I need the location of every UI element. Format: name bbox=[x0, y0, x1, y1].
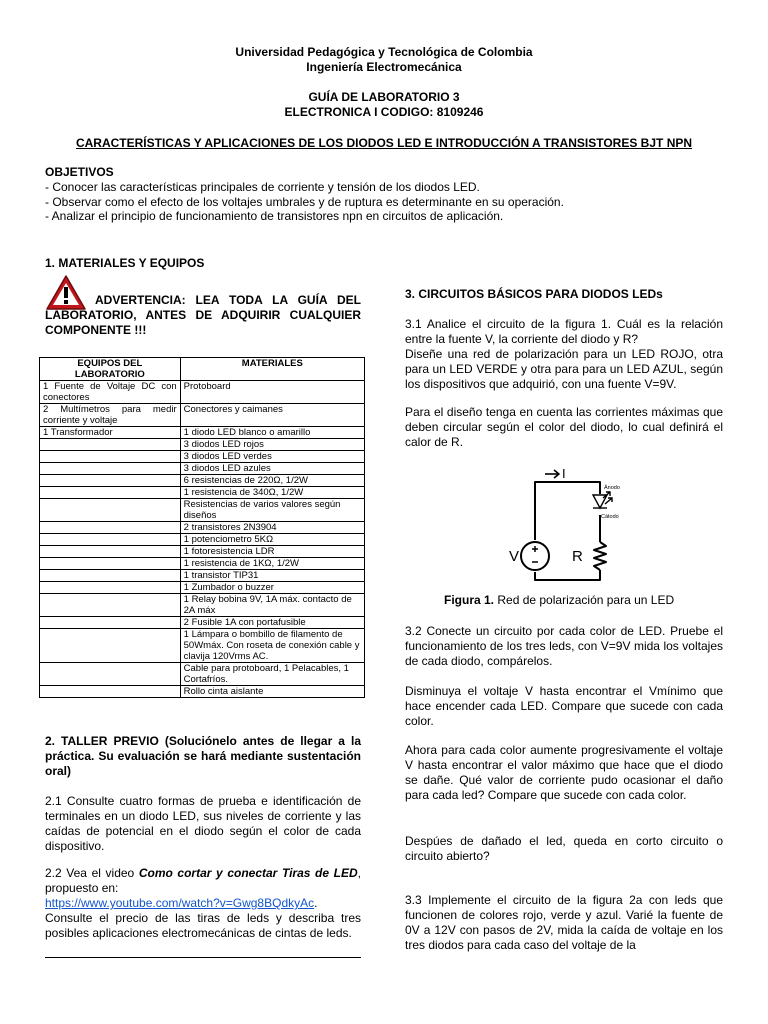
current-label: I bbox=[562, 466, 566, 481]
material-cell: Conectores y caimanes bbox=[180, 404, 364, 427]
divider bbox=[45, 957, 361, 958]
objective-item: - Analizar el principio de funcionamiento de transistores npn en circuitos de aplicación. bbox=[45, 209, 504, 223]
paragraph-3-2-damage: Despúes de dañado el led, queda en corto circuito o circuito abierto? bbox=[405, 834, 723, 863]
table-row bbox=[40, 381, 365, 404]
table-row bbox=[40, 427, 365, 439]
video-link[interactable]: https://www.youtube.com/watch?v=Gwg8BQdkyAc bbox=[45, 896, 315, 910]
material-cell: 3 diodos LED azules bbox=[180, 463, 364, 475]
table-header: MATERIALES bbox=[180, 358, 364, 381]
taller-heading: 2. TALLER PREVIO (Soluciónelo antes de llegar a la práctica. Su evaluación se hará mediante sustentación oral) bbox=[45, 734, 361, 778]
circuit-wire bbox=[535, 570, 600, 580]
equipment-cell bbox=[40, 546, 181, 558]
taller-paragraph-2-2-rest: Consulte el precio de las tiras de leds y describa tres posibles aplicaciones electromecánicas de cintas de leds. bbox=[45, 911, 361, 940]
table-row bbox=[40, 451, 365, 463]
paragraph-3-1: 3.1 Analice el circuito de la figura 1. Cuál es la relación entre la fuente V, la corriente del diodo y R? bbox=[405, 317, 723, 346]
paragraph-3-3: 3.3 Implemente el circuito de la figura 2a con leds que funcionen de colores rojo, verde y azul. Varié la fuente de 0V a 12V con pasos de 2V, mida la caída de voltaje en los tres diodos para cada caso del voltaje de la bbox=[405, 893, 723, 952]
objectives-heading: OBJETIVOS bbox=[45, 165, 114, 179]
table-row bbox=[40, 439, 365, 451]
text-span: 2.2 Vea el video bbox=[45, 866, 139, 880]
material-cell: 3 diodos LED rojos bbox=[180, 439, 364, 451]
material-cell: 1 resistencia de 1KΩ, 1/2W bbox=[180, 558, 364, 570]
equipment-cell: 1 Fuente de Voltaje DC con conectores bbox=[40, 381, 181, 404]
material-cell: 1 transistor TIP31 bbox=[180, 570, 364, 582]
material-cell: Cable para protoboard, 1 Pelacables, 1 Cortafríos. bbox=[180, 663, 364, 686]
circuit-wire bbox=[535, 482, 600, 540]
material-cell: 2 Fusible 1A con portafusible bbox=[180, 617, 364, 629]
equipment-cell bbox=[40, 475, 181, 487]
table-row bbox=[40, 475, 365, 487]
table-row bbox=[40, 582, 365, 594]
table-row bbox=[40, 594, 365, 617]
guide-title: GUÍA DE LABORATORIO 3 bbox=[308, 90, 460, 104]
paragraph-3-2: 3.2 Conecte un circuito por cada color de LED. Pruebe el funcionamiento de los tres leds, con V=9V mida los voltajes de cada diodo, compárelos. bbox=[405, 624, 723, 668]
text-span: . bbox=[314, 896, 318, 910]
material-cell: Rollo cinta aislante bbox=[180, 686, 364, 698]
objective-item: - Observar como el efecto de los voltajes umbrales y de ruptura es determinante en su operación. bbox=[45, 195, 564, 209]
material-cell: 1 diodo LED blanco o amarillo bbox=[180, 427, 364, 439]
paragraph-3-1-design: Diseñe una red de polarización para un LED ROJO, otra para un LED VERDE y otra para para un LED AZUL, según los dispositivos que adquirió, con una fuente V=9V. bbox=[405, 347, 723, 391]
table-row bbox=[40, 546, 365, 558]
equipment-cell bbox=[40, 663, 181, 686]
material-cell: Resistencias de varios valores según diseños bbox=[180, 499, 364, 522]
caption-label: Figura 1. bbox=[444, 593, 495, 607]
table-header: EQUIPOS DEL LABORATORIO bbox=[40, 358, 181, 381]
equipment-table bbox=[39, 357, 365, 698]
anode-label: Ánodo bbox=[604, 485, 620, 491]
source-label: V bbox=[509, 548, 520, 565]
text-span: , propuesto en: bbox=[45, 866, 361, 895]
caption-text: Red de polarización para un LED bbox=[494, 593, 675, 607]
course-code: ELECTRONICA I CODIGO: 8109246 bbox=[284, 105, 484, 119]
equipment-cell bbox=[40, 451, 181, 463]
table-row bbox=[40, 499, 365, 522]
equipment-cell bbox=[40, 487, 181, 499]
video-link-line bbox=[45, 896, 317, 911]
equipment-cell: 2 Multímetros para medir corriente y voltaje bbox=[40, 404, 181, 427]
table-row bbox=[40, 629, 365, 663]
material-cell: 1 Zumbador o buzzer bbox=[180, 582, 364, 594]
circuit-figure bbox=[500, 462, 640, 592]
paragraph-3-2-max: Ahora para cada color aumente progresivamente el voltaje V hasta encontrar el valor máximo que hace que el diodo se dañe. Qué valor de corriente pudo ocasionar el daño para cada led? Compare que sucede con cada color. bbox=[405, 743, 723, 802]
equipment-cell bbox=[40, 439, 181, 451]
figure-caption bbox=[444, 593, 674, 607]
paragraph-3-1-note: Para el diseño tenga en cuenta las corrientes máximas que deben circular según el color del diodo, lo cual definirá el calor de R. bbox=[405, 405, 723, 449]
video-title: Como cortar y conectar Tiras de LED bbox=[138, 866, 358, 880]
led-symbol bbox=[593, 492, 612, 508]
table-header-row bbox=[40, 358, 365, 381]
equipment-cell bbox=[40, 558, 181, 570]
table-row bbox=[40, 522, 365, 534]
equipment-cell bbox=[40, 629, 181, 663]
material-cell: 6 resistencias de 220Ω, 1/2W bbox=[180, 475, 364, 487]
table-row bbox=[40, 487, 365, 499]
table-row bbox=[40, 558, 365, 570]
taller-paragraph-2-1: 2.1 Consulte cuatro formas de prueba e identificación de terminales en un diodo LED, sus niveles de corriente y las caídas de potencial en el diodo según el color de cada dispositivo. bbox=[45, 794, 361, 853]
table-row bbox=[40, 570, 365, 582]
document-title: CARACTERÍSTICAS Y APLICACIONES DE LOS DIODOS LED E INTRODUCCIÓN A TRANSISTORES BJT NPN bbox=[75, 136, 693, 150]
material-cell: 1 potenciometro 5KΩ bbox=[180, 534, 364, 546]
equipment-cell bbox=[40, 686, 181, 698]
material-cell: 1 Relay bobina 9V, 1A máx. contacto de 2A máx bbox=[180, 594, 364, 617]
material-cell: 1 fotoresistencia LDR bbox=[180, 546, 364, 558]
materials-heading: 1. MATERIALES Y EQUIPOS bbox=[45, 256, 205, 270]
paragraph-3-2-min: Disminuya el voltaje V hasta encontrar el Vmínimo que hace encender cada LED. Compare que sucede con cada color. bbox=[405, 684, 723, 728]
table-row bbox=[40, 686, 365, 698]
equipment-cell bbox=[40, 534, 181, 546]
circuits-heading: 3. CIRCUITOS BÁSICOS PARA DIODOS LEDs bbox=[405, 287, 663, 301]
resistor bbox=[594, 542, 606, 570]
equipment-cell: 1 Transformador bbox=[40, 427, 181, 439]
material-cell: 2 transistores 2N3904 bbox=[180, 522, 364, 534]
faculty-name: Ingeniería Electromecánica bbox=[306, 60, 462, 74]
resistor-label: R bbox=[572, 548, 583, 565]
table-row bbox=[40, 617, 365, 629]
equipment-cell bbox=[40, 499, 181, 522]
equipment-cell bbox=[40, 522, 181, 534]
table-row bbox=[40, 534, 365, 546]
table-row bbox=[40, 463, 365, 475]
table-row bbox=[40, 404, 365, 427]
taller-paragraph-2-2 bbox=[45, 866, 361, 896]
material-cell: 1 Lámpara o bombillo de filamento de 50Wmáx. Con roseta de conexión cable y clavija 120Vrms AC. bbox=[180, 629, 364, 663]
equipment-cell bbox=[40, 617, 181, 629]
material-cell: 1 resistencia de 340Ω, 1/2W bbox=[180, 487, 364, 499]
material-cell: Protoboard bbox=[180, 381, 364, 404]
objective-item: - Conocer las características principales de corriente y tensión de los diodos LED. bbox=[45, 180, 480, 194]
material-cell: 3 diodos LED verdes bbox=[180, 451, 364, 463]
table-row bbox=[40, 663, 365, 686]
equipment-cell bbox=[40, 582, 181, 594]
warning-text: ADVERTENCIA: LEA TODA LA GUÍA DEL LABORATORIO, ANTES DE ADQUIRIR CUALQUIER COMPONENTE !!! bbox=[45, 293, 361, 337]
university-name: Universidad Pedagógica y Tecnológica de Colombia bbox=[235, 45, 533, 59]
equipment-cell bbox=[40, 570, 181, 582]
cathode-label: Cátodo bbox=[601, 514, 619, 520]
equipment-cell bbox=[40, 594, 181, 617]
equipment-cell bbox=[40, 463, 181, 475]
